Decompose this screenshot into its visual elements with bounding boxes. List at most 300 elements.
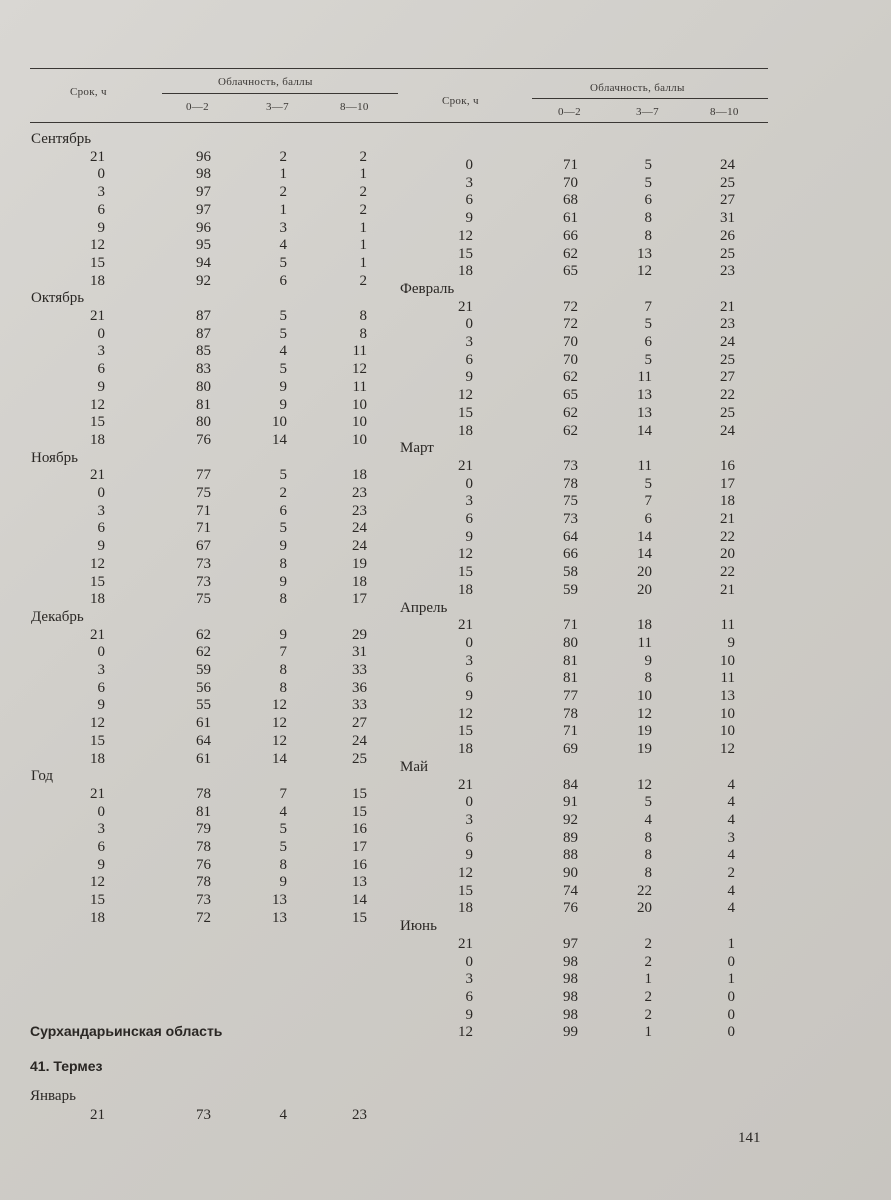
right-cell-col3: 1 — [644, 1024, 652, 1041]
right-cell-col2: 76 — [563, 900, 578, 917]
right-cell-col2: 98 — [563, 988, 578, 1005]
left-month-label: Ноябрь — [31, 449, 78, 466]
left-cell-col2: 73 — [196, 892, 211, 909]
right-cell-col3: 18 — [637, 617, 652, 634]
right-cell-col1: 12 — [458, 705, 473, 722]
right-cell-col1: 12 — [458, 865, 473, 881]
left-cell-col4: 24 — [352, 538, 367, 555]
header-col-right-1: 0—2 — [558, 106, 581, 118]
left-cell-col1: 21 — [90, 148, 105, 165]
right-cell-col3: 8 — [644, 227, 652, 244]
left-cell-col1: 0 — [97, 325, 105, 342]
right-cell-col2: 73 — [563, 457, 578, 474]
right-cell-col3: 5 — [644, 316, 652, 333]
right-cell-col1: 15 — [458, 245, 473, 262]
left-cell-col1: 6 — [97, 520, 105, 537]
right-cell-col3: 13 — [637, 404, 652, 421]
right-cell-col1: 3 — [465, 652, 473, 669]
right-cell-col4: 9 — [727, 634, 735, 651]
right-cell-col1: 6 — [465, 351, 473, 368]
left-cell-col2: 87 — [196, 325, 211, 342]
left-cell-col4: 16 — [352, 821, 367, 838]
right-cell-col3: 1 — [644, 971, 652, 988]
left-cell-col3: 8 — [279, 555, 287, 572]
right-cell-col2: 65 — [563, 263, 578, 280]
left-cell-col3: 10 — [272, 414, 287, 431]
left-cell-col1: 12 — [90, 237, 105, 254]
right-cell-col2: 71 — [563, 157, 578, 173]
left-cell-col2: 75 — [196, 591, 211, 608]
right-cell-col2: 66 — [563, 546, 578, 563]
station-title: 41. Термез — [30, 1058, 103, 1074]
right-cell-col2: 62 — [563, 422, 578, 439]
left-cell-col3: 5 — [279, 308, 287, 324]
right-cell-col1: 0 — [465, 475, 473, 492]
right-cell-col3: 2 — [644, 935, 652, 952]
right-cell-col4: 22 — [720, 387, 735, 404]
left-cell-col1: 3 — [97, 662, 105, 678]
right-cell-col4: 1 — [727, 971, 735, 988]
right-cell-col4: 24 — [720, 422, 735, 439]
left-cell-col2: 83 — [196, 361, 211, 378]
right-cell-col1: 0 — [465, 157, 473, 173]
right-cell-col3: 20 — [637, 564, 652, 581]
right-cell-col1: 21 — [458, 457, 473, 474]
right-cell-col1: 0 — [465, 316, 473, 333]
left-cell-col3: 5 — [279, 254, 287, 271]
left-cell-col1: 21 — [90, 785, 105, 802]
right-cell-col1: 12 — [458, 387, 473, 404]
left-cell-col3: 12 — [272, 732, 287, 749]
right-cell-col1: 12 — [458, 546, 473, 563]
right-cell-col3: 2 — [644, 988, 652, 1005]
right-cell-col4: 0 — [727, 1024, 735, 1041]
right-cell-col3: 8 — [644, 829, 652, 846]
right-cell-col2: 62 — [563, 245, 578, 262]
region-title: Сурхандарьинская область — [30, 1023, 223, 1039]
right-cell-col1: 18 — [458, 422, 473, 439]
right-cell-col1: 18 — [458, 581, 473, 598]
right-cell-col2: 59 — [563, 581, 578, 598]
left-cell-col4: 24 — [352, 732, 367, 749]
right-cell-col4: 25 — [720, 245, 735, 262]
right-cell-col1: 21 — [458, 617, 473, 634]
right-month-label: Апрель — [400, 599, 448, 616]
right-cell-col3: 6 — [644, 334, 652, 350]
left-cell-col4: 18 — [352, 573, 367, 590]
right-cell-col1: 6 — [465, 670, 473, 687]
right-cell-col4: 23 — [720, 263, 735, 280]
left-cell-col2: 81 — [196, 803, 211, 820]
right-cell-col1: 0 — [465, 794, 473, 811]
right-cell-col1: 9 — [465, 528, 473, 545]
header-col-right-2: 3—7 — [636, 106, 659, 118]
right-cell-col2: 81 — [563, 652, 578, 669]
right-cell-col3: 8 — [644, 210, 652, 227]
left-cell-col1: 0 — [97, 644, 105, 661]
right-cell-col2: 92 — [563, 811, 578, 828]
right-cell-col1: 6 — [465, 511, 473, 527]
left-cell-col4: 14 — [352, 892, 367, 909]
right-cell-col2: 98 — [563, 971, 578, 988]
left-cell-col1: 12 — [90, 874, 105, 891]
left-cell-col2: 75 — [196, 485, 211, 501]
right-cell-col2: 81 — [563, 670, 578, 687]
left-cell-col2: 55 — [196, 697, 211, 714]
right-cell-col3: 14 — [637, 546, 652, 563]
right-cell-col4: 2 — [727, 865, 735, 881]
right-cell-col2: 62 — [563, 369, 578, 386]
left-cell-col3: 8 — [279, 662, 287, 678]
left-cell-col4: 10 — [352, 414, 367, 431]
right-cell-col4: 17 — [720, 475, 735, 492]
left-cell-col4: 17 — [352, 591, 367, 608]
header-col-left-3: 8—10 — [340, 101, 369, 113]
right-cell-col2: 89 — [563, 829, 578, 846]
right-cell-col2: 98 — [563, 1006, 578, 1023]
right-cell-col4: 10 — [720, 723, 735, 740]
right-cell-col3: 8 — [644, 847, 652, 864]
right-cell-col1: 21 — [458, 298, 473, 315]
left-cell-col1: 15 — [90, 892, 105, 909]
right-cell-col4: 20 — [720, 546, 735, 563]
left-cell-col2: 80 — [196, 378, 211, 395]
right-cell-col1: 15 — [458, 723, 473, 740]
left-cell-col2: 96 — [196, 148, 211, 165]
header-col-left-1: 0—2 — [186, 101, 209, 113]
right-cell-col1: 21 — [458, 776, 473, 793]
left-cell-col1: 15 — [90, 254, 105, 271]
right-cell-col4: 16 — [720, 457, 735, 474]
right-cell-col1: 3 — [465, 811, 473, 828]
left-cell-col4: 10 — [352, 431, 367, 448]
right-cell-col1: 21 — [458, 935, 473, 952]
left-cell-col3: 4 — [279, 237, 287, 254]
left-cell-col2: 77 — [196, 467, 211, 484]
right-cell-col4: 27 — [720, 369, 735, 386]
left-cell-col4: 1 — [359, 254, 367, 271]
left-cell-col3: 9 — [279, 538, 287, 555]
right-cell-col4: 21 — [720, 581, 735, 598]
right-cell-col3: 10 — [637, 688, 652, 704]
left-cell-col4: 23 — [352, 1107, 367, 1123]
left-cell-col1: 15 — [90, 573, 105, 590]
left-cell-col4: 27 — [352, 715, 367, 732]
left-cell-col1: 3 — [97, 184, 105, 201]
right-cell-col4: 0 — [727, 953, 735, 970]
right-cell-col4: 4 — [727, 776, 735, 793]
right-cell-col3: 12 — [637, 776, 652, 793]
left-cell-col1: 18 — [90, 272, 105, 289]
right-cell-col3: 20 — [637, 581, 652, 598]
left-month-label: Январь — [30, 1088, 76, 1104]
right-cell-col2: 74 — [563, 882, 578, 899]
right-cell-col1: 12 — [458, 1024, 473, 1041]
left-cell-col3: 9 — [279, 573, 287, 590]
left-cell-col3: 7 — [279, 644, 287, 661]
left-cell-col4: 33 — [352, 662, 367, 678]
left-cell-col3: 8 — [279, 591, 287, 608]
left-cell-col1: 9 — [97, 697, 105, 714]
right-cell-col2: 88 — [563, 847, 578, 864]
right-cell-col1: 3 — [465, 971, 473, 988]
right-cell-col3: 5 — [644, 351, 652, 368]
left-cell-col4: 15 — [352, 803, 367, 820]
right-cell-col2: 70 — [563, 334, 578, 350]
left-cell-col4: 12 — [352, 361, 367, 378]
header-srok-left: Срок, ч — [70, 86, 107, 98]
right-month-label: Июнь — [400, 918, 437, 935]
right-cell-col1: 0 — [465, 953, 473, 970]
right-cell-col1: 15 — [458, 564, 473, 581]
right-cell-col2: 66 — [563, 227, 578, 244]
right-cell-col4: 4 — [727, 900, 735, 917]
right-cell-col4: 4 — [727, 811, 735, 828]
left-cell-col3: 4 — [279, 343, 287, 360]
left-cell-col1: 6 — [97, 679, 105, 696]
right-cell-col3: 5 — [644, 174, 652, 191]
right-cell-col2: 98 — [563, 953, 578, 970]
left-cell-col2: 73 — [196, 573, 211, 590]
right-cell-col4: 11 — [720, 670, 735, 687]
left-cell-col3: 5 — [279, 325, 287, 342]
right-cell-col3: 22 — [637, 882, 652, 899]
left-cell-col2: 62 — [196, 626, 211, 643]
right-cell-col2: 84 — [563, 776, 578, 793]
right-cell-col3: 14 — [637, 422, 652, 439]
header-srok-right: Срок, ч — [442, 95, 479, 107]
left-cell-col3: 4 — [279, 803, 287, 820]
right-cell-col1: 18 — [458, 263, 473, 280]
right-cell-col4: 10 — [720, 652, 735, 669]
right-cell-col3: 13 — [637, 387, 652, 404]
right-cell-col1: 6 — [465, 988, 473, 1005]
left-cell-col4: 33 — [352, 697, 367, 714]
left-cell-col4: 1 — [359, 237, 367, 254]
left-month-label: Декабрь — [31, 608, 84, 625]
left-cell-col1: 9 — [97, 378, 105, 395]
left-cell-col4: 15 — [352, 785, 367, 802]
left-month-label: Год — [31, 768, 54, 785]
left-cell-col2: 76 — [196, 856, 211, 873]
left-cell-col4: 31 — [352, 644, 367, 661]
left-cell-col2: 94 — [196, 254, 211, 271]
right-cell-col2: 71 — [563, 723, 578, 740]
right-cell-col4: 24 — [720, 157, 735, 173]
right-cell-col1: 18 — [458, 741, 473, 758]
left-cell-col4: 1 — [359, 219, 367, 236]
left-cell-col4: 19 — [352, 555, 367, 572]
left-cell-col3: 6 — [279, 502, 287, 519]
right-cell-col4: 11 — [720, 617, 735, 634]
left-cell-col2: 59 — [196, 662, 211, 678]
right-cell-col3: 20 — [637, 900, 652, 917]
left-cell-col3: 1 — [279, 166, 287, 183]
right-cloud-rule — [532, 98, 768, 99]
right-cell-col4: 25 — [720, 174, 735, 191]
left-cell-col1: 21 — [90, 308, 105, 324]
left-cell-col2: 67 — [196, 538, 211, 555]
left-cell-col3: 9 — [279, 874, 287, 891]
left-cell-col1: 12 — [90, 396, 105, 413]
left-cell-col3: 7 — [279, 785, 287, 802]
left-cell-col2: 72 — [196, 909, 211, 926]
left-cell-col1: 12 — [90, 555, 105, 572]
right-cell-col4: 4 — [727, 847, 735, 864]
left-cell-col1: 9 — [97, 856, 105, 873]
right-cell-col2: 90 — [563, 865, 578, 881]
right-cell-col2: 70 — [563, 174, 578, 191]
left-cell-col4: 24 — [352, 520, 367, 537]
left-cell-col1: 18 — [90, 909, 105, 926]
right-cell-col4: 31 — [720, 210, 735, 227]
right-cell-col1: 9 — [465, 847, 473, 864]
left-cell-col2: 64 — [196, 732, 211, 749]
left-cell-col2: 98 — [196, 166, 211, 183]
right-cell-col4: 25 — [720, 404, 735, 421]
left-cell-col3: 8 — [279, 856, 287, 873]
left-cell-col2: 78 — [196, 839, 211, 855]
right-cell-col4: 26 — [720, 227, 735, 244]
left-cell-col3: 13 — [272, 892, 287, 909]
page-number: 141 — [738, 1130, 761, 1146]
right-cell-col4: 3 — [727, 829, 735, 846]
right-cell-col2: 75 — [563, 493, 578, 510]
left-cell-col4: 16 — [352, 856, 367, 873]
right-cell-col3: 11 — [637, 457, 652, 474]
left-cell-col2: 56 — [196, 679, 211, 696]
right-cell-col3: 7 — [644, 298, 652, 315]
left-cell-col4: 11 — [352, 378, 367, 395]
header-cloud-right: Облачность, баллы — [590, 82, 685, 94]
right-cell-col2: 78 — [563, 475, 578, 492]
left-cell-col4: 23 — [352, 502, 367, 519]
left-cell-col3: 9 — [279, 378, 287, 395]
right-cell-col4: 21 — [720, 298, 735, 315]
right-cell-col2: 72 — [563, 316, 578, 333]
right-cell-col2: 68 — [563, 192, 578, 209]
left-cell-col2: 87 — [196, 308, 211, 324]
left-cell-col1: 15 — [90, 732, 105, 749]
right-cell-col4: 27 — [720, 192, 735, 209]
right-cell-col3: 5 — [644, 157, 652, 173]
left-cell-col2: 76 — [196, 431, 211, 448]
right-cell-col3: 11 — [637, 369, 652, 386]
left-cell-col2: 61 — [196, 750, 211, 767]
right-cell-col1: 0 — [465, 634, 473, 651]
left-cell-col3: 2 — [279, 184, 287, 201]
right-cell-col2: 80 — [563, 634, 578, 651]
header-cloud-left: Облачность, баллы — [218, 76, 313, 88]
left-month-label: Сентябрь — [31, 131, 92, 147]
right-cell-col2: 73 — [563, 511, 578, 527]
left-cell-col4: 18 — [352, 467, 367, 484]
left-cell-col3: 5 — [279, 821, 287, 838]
left-cell-col1: 3 — [97, 343, 105, 360]
left-cell-col4: 13 — [352, 874, 367, 891]
right-cell-col4: 12 — [720, 741, 735, 758]
right-cell-col1: 6 — [465, 829, 473, 846]
left-cell-col1: 0 — [97, 166, 105, 183]
left-cell-col4: 1 — [359, 166, 367, 183]
left-cell-col1: 18 — [90, 750, 105, 767]
left-cell-col3: 4 — [279, 1107, 287, 1123]
right-cell-col1: 15 — [458, 404, 473, 421]
right-cell-col1: 9 — [465, 210, 473, 227]
left-cell-col2: 85 — [196, 343, 211, 360]
right-cell-col3: 14 — [637, 528, 652, 545]
left-cell-col1: 3 — [97, 502, 105, 519]
left-cell-col2: 92 — [196, 272, 211, 289]
right-cell-col1: 12 — [458, 227, 473, 244]
header-col-right-3: 8—10 — [710, 106, 739, 118]
left-cell-col2: 61 — [196, 715, 211, 732]
right-cell-col3: 13 — [637, 245, 652, 262]
right-cell-col4: 0 — [727, 988, 735, 1005]
right-cell-col1: 9 — [465, 1006, 473, 1023]
left-cell-col1: 0 — [97, 485, 105, 501]
left-cell-col4: 17 — [352, 839, 367, 855]
left-cell-col3: 14 — [272, 431, 287, 448]
right-cell-col2: 69 — [563, 741, 578, 758]
right-cell-col4: 23 — [720, 316, 735, 333]
right-cell-col4: 22 — [720, 528, 735, 545]
left-cell-col4: 11 — [352, 343, 367, 360]
left-cell-col2: 78 — [196, 874, 211, 891]
right-cell-col3: 2 — [644, 1006, 652, 1023]
right-cell-col1: 3 — [465, 493, 473, 510]
left-cell-col3: 5 — [279, 361, 287, 378]
right-cell-col4: 18 — [720, 493, 735, 510]
right-cell-col4: 1 — [727, 935, 735, 952]
right-cell-col1: 18 — [458, 900, 473, 917]
left-cell-col1: 6 — [97, 201, 105, 218]
right-cell-col2: 71 — [563, 617, 578, 634]
right-cell-col4: 4 — [727, 794, 735, 811]
right-cell-col2: 91 — [563, 794, 578, 811]
right-cell-col1: 3 — [465, 174, 473, 191]
right-cell-col4: 22 — [720, 564, 735, 581]
left-cell-col4: 2 — [359, 184, 367, 201]
right-cell-col2: 77 — [563, 688, 578, 704]
left-cell-col3: 2 — [279, 485, 287, 501]
left-cloud-rule — [162, 93, 398, 94]
right-cell-col3: 12 — [637, 705, 652, 722]
left-cell-col1: 3 — [97, 821, 105, 838]
right-cell-col4: 21 — [720, 511, 735, 527]
right-cell-col2: 64 — [563, 528, 578, 545]
left-cell-col2: 97 — [196, 201, 211, 218]
right-cell-col2: 99 — [563, 1024, 578, 1041]
left-cell-col2: 80 — [196, 414, 211, 431]
left-cell-col1: 21 — [90, 1107, 105, 1123]
right-month-label: Февраль — [400, 280, 455, 297]
left-cell-col1: 18 — [90, 591, 105, 608]
right-cell-col3: 2 — [644, 953, 652, 970]
right-cell-col2: 65 — [563, 387, 578, 404]
left-cell-col3: 6 — [279, 272, 287, 289]
left-cell-col3: 14 — [272, 750, 287, 767]
left-cell-col1: 12 — [90, 715, 105, 732]
left-cell-col3: 8 — [279, 679, 287, 696]
right-cell-col4: 10 — [720, 705, 735, 722]
right-cell-col1: 15 — [458, 882, 473, 899]
left-cell-col3: 5 — [279, 520, 287, 537]
right-cell-col3: 5 — [644, 475, 652, 492]
left-cell-col4: 15 — [352, 909, 367, 926]
right-cell-col3: 12 — [637, 263, 652, 280]
left-cell-col3: 13 — [272, 909, 287, 926]
